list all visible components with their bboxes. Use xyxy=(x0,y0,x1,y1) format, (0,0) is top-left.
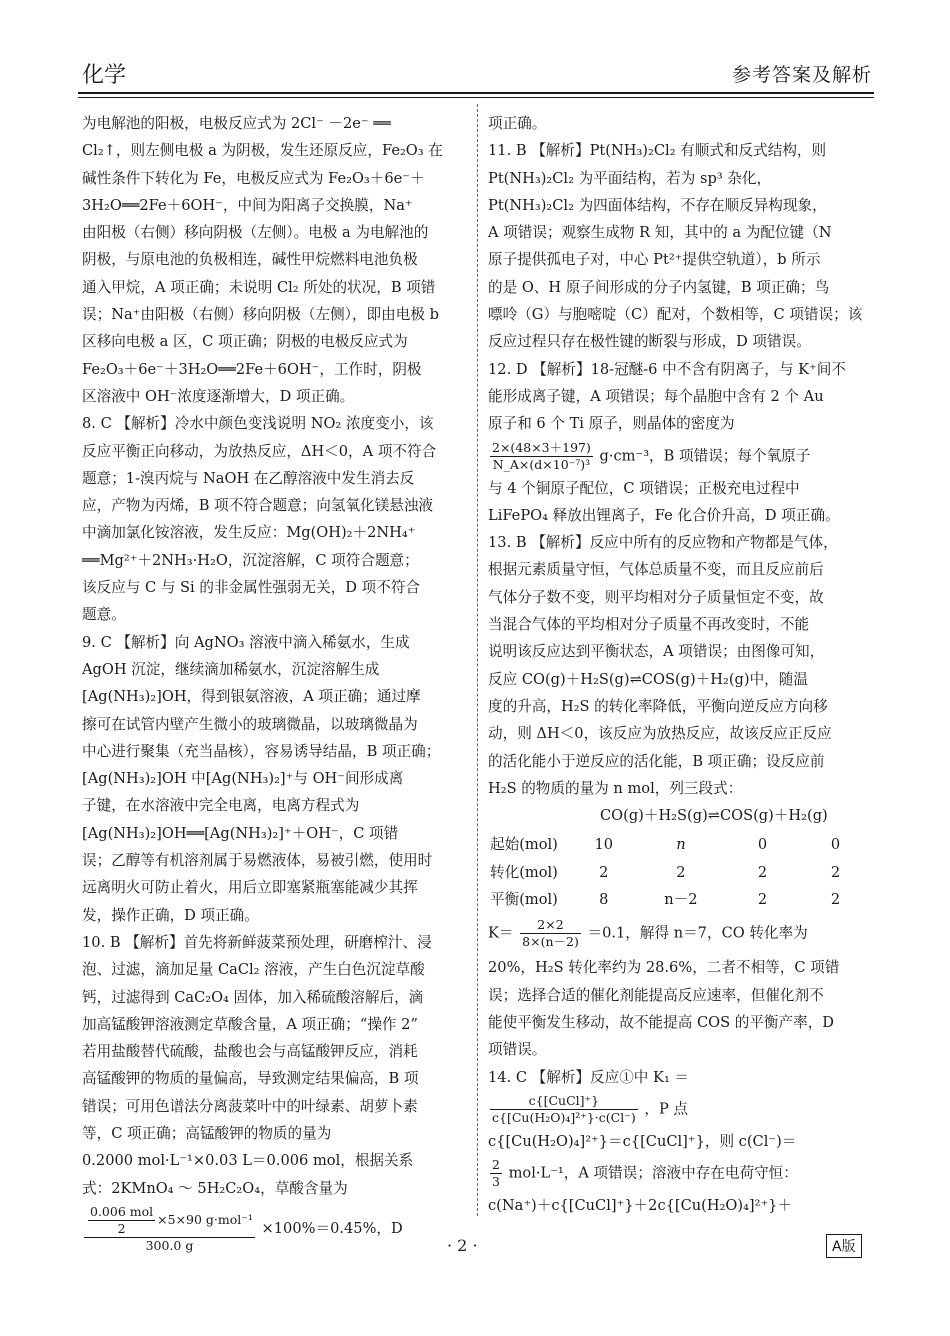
table-row xyxy=(488,886,872,913)
text-line: c{[Cu(H₂O)₄]²⁺}＝c{[CuCl]⁺}，则 c(Cl⁻)＝ xyxy=(488,1132,797,1150)
text-line: H₂S 的物质的量为 n mol，列三段式： xyxy=(488,779,743,797)
text-line: LiFePO₄ 释放出锂离子，Fe 化合价升高，D 项正确。 xyxy=(488,506,840,524)
text-line: 题意；1-溴丙烷与 NaOH 在乙醇溶液中发生消去反 xyxy=(82,469,415,487)
row-label: 平衡(mol) xyxy=(490,891,558,909)
text-line: 误；乙醇等有机溶剂属于易燃液体，易被引燃，使用时 xyxy=(82,852,433,870)
table-row xyxy=(488,831,872,858)
text-line: 误；Na⁺由阳极（右侧）移向阴极（左侧），即由电极 b xyxy=(82,306,439,324)
table-cell: 2 xyxy=(830,891,841,909)
k-formula: K＝ $\frac{2\times 2}{8\times(n-2)}$ ＝0.1，解得 n＝7，CO 转化率为 xyxy=(488,917,808,950)
q11-answer xyxy=(488,137,872,355)
text-line: A 项错误；观察生成物 R 知，其中的 a 为配位键（N xyxy=(488,224,832,242)
text-line: 能使平衡发生移动，故不能提高 COS 的平衡产率，D xyxy=(488,1013,834,1031)
q13-answer xyxy=(488,529,872,1063)
text-line: 9. C 【解析】向 AgNO₃ 溶液中滴入稀氨水，生成 xyxy=(82,633,410,651)
table-cell: 2 xyxy=(599,863,609,881)
q10-formula xyxy=(82,1204,466,1254)
text-line: c(Na⁺)＋c{[CuCl]⁺}＋2c{[Cu(H₂O)₄]²⁺}＋ xyxy=(488,1197,793,1215)
text-line: 当混合气体的平均相对分子质量不再改变时，不能 xyxy=(488,616,810,634)
text-line: 远离明火可防止着火，用后立即塞紧瓶塞能减少其挥 xyxy=(82,879,418,897)
text-line: 动，则 ΔH＜0，该反应为放热反应，故该反应正反应 xyxy=(488,725,832,743)
text-line: 反应平衡正向移动，为放热反应，ΔH＜0，A 项不符合 xyxy=(82,442,437,460)
text-line: 12. D 【解析】18-冠醚-6 中不含有阴离子，与 K⁺间不 xyxy=(488,360,846,378)
text-line: 由阳极（右侧）移向阴极（左侧）。电极 a 为电解池的 xyxy=(82,224,429,242)
table-cell: 0 xyxy=(830,836,841,854)
text-line: 为电解池的阳极，电极反应式为 2Cl⁻ －2e⁻ ══ xyxy=(82,115,391,132)
q12-formula: $\frac{2\times(48\times 3+197)}{\text{N\_A×(d×10⁻⁷)³}}$ g·cm⁻³，B 项错误；每个氧原子 xyxy=(492,439,811,472)
text-line: 碱性条件下转化为 Fe，电极反应式为 Fe₂O₃＋6e⁻＋ xyxy=(82,169,425,187)
text-line: 钙，过滤得到 CaC₂O₄ 固体，加入稀硫酸溶解后，滴 xyxy=(82,988,424,1006)
table-cell: 10 xyxy=(594,836,614,854)
three-stage-table xyxy=(488,831,872,913)
fraction: $\frac{\text{0.006 mol}}{2}$ ×5×90 g·mol⁻¹ 300.0 g xyxy=(84,1204,255,1254)
text-line: 区溶液中 OH⁻浓度逐渐增大，D 项正确。 xyxy=(82,387,355,405)
text-line: 度的升高，H₂S 的转化率降低，平衡向逆反应方向移 xyxy=(488,697,828,715)
text-line: Fe₂O₃＋6e⁻＋3H₂O══2Fe＋6OH⁻，工作时，阴极 xyxy=(82,360,422,378)
text-line: [Ag(NH₃)₂]OH 中[Ag(NH₃)₂]⁺与 OH⁻间形成离 xyxy=(82,770,404,788)
text-line: AgOH 沉淀，继续滴加稀氨水，沉淀溶解生成 xyxy=(82,660,380,678)
text-line: 与 4 个铜原子配位，C 项错误；正极充电过程中 xyxy=(488,479,800,497)
table-cell: 2 xyxy=(830,863,841,881)
inner-fraction: $\frac{\text{0.006 mol}}{2}$ xyxy=(90,1203,154,1236)
header-rule-thick xyxy=(78,92,874,94)
q12-answer xyxy=(488,356,872,529)
header-subject: 化学 xyxy=(82,63,127,88)
table-cell: 0 xyxy=(757,836,768,854)
k-fraction: $\frac{2\times 2}{8\times(n-2)}$ xyxy=(522,917,579,950)
text-line: 误；选择合适的催化剂能提高反应速率，但催化剂不 xyxy=(488,986,824,1004)
text-line: 3H₂O══2Fe＋6OH⁻，中间为阳离子交换膜，Na⁺ xyxy=(82,196,413,214)
k1-fraction: $\frac{\text{c\{[CuCl]⁺\}}}{\text{c\{[Cu(H₂O)₄]²⁺\}·c(Cl⁻)}}$ xyxy=(492,1092,636,1125)
text-line: 错误；可用色谱法分离菠菜叶中的叶绿素、胡萝卜素 xyxy=(82,1097,418,1115)
table-cell: 8 xyxy=(599,891,609,909)
table-cell: n xyxy=(676,836,686,854)
text-line: 0.2000 mol·L⁻¹×0.03 L＝0.006 mol，根据关系 xyxy=(82,1152,414,1170)
reaction-equation: CO(g)＋H₂S(g)⇌COS(g)＋H₂(g) xyxy=(600,807,828,825)
page-number: · 2 · xyxy=(447,1236,478,1255)
q14-formula: $\frac{\text{c\{[CuCl]⁺\}}}{\text{c\{[Cu(H₂O)₄]²⁺\}·c(Cl⁻)}}$ ，P 点 xyxy=(492,1092,688,1125)
text-line: Pt(NH₃)₂Cl₂ 为平面结构，若为 sp³ 杂化， xyxy=(488,169,772,187)
text-line: 气体分子数不变，则平均相对分子质量恒定不变，故 xyxy=(488,588,824,606)
table-cell: 2 xyxy=(757,891,768,909)
row-label: 转化(mol) xyxy=(490,863,558,881)
text-line: 10. B 【解析】首先将新鲜菠菜预处理，研磨榨汁、浸 xyxy=(82,933,432,951)
header-section: 参考答案及解析 xyxy=(731,64,872,86)
text-line: 区移向电极 a 区，C 项正确；阴极的电极反应式为 xyxy=(82,333,408,351)
table-row xyxy=(488,859,872,886)
row-label: 起始(mol) xyxy=(490,836,558,854)
text-line: 20%，H₂S 转化率约为 28.6%，二者不相等，C 项错 xyxy=(488,959,840,977)
text-line: 应，产物为丙烯，B 项不符合题意；向氢氧化镁悬浊液 xyxy=(82,497,434,515)
density-fraction: $\frac{2\times(48\times 3+197)}{\text{N\_A×(d×10⁻⁷)³}}$ xyxy=(492,439,591,472)
q7-continuation xyxy=(82,110,466,410)
q10-answer xyxy=(82,929,466,1254)
table-cell: 2 xyxy=(757,863,768,881)
q14-formula-2: $\frac{2}{3}$ mol·L⁻¹，A 项错误；溶液中存在电荷守恒： xyxy=(492,1157,798,1190)
table-cell: n－2 xyxy=(664,891,698,909)
text-line: 嘌呤（G）与胞嘧啶（C）配对，个数相等，C 项错误；该 xyxy=(488,306,863,324)
text-line: [Ag(NH₃)₂]OH══[Ag(NH₃)₂]⁺＋OH⁻，C 项错 xyxy=(82,824,399,842)
text-line: 14. C 【解析】反应①中 K₁ ＝ xyxy=(488,1068,690,1086)
q9-answer xyxy=(82,629,466,929)
text-line: 13. B 【解析】反应中所有的反应物和产物都是气体， xyxy=(488,534,838,552)
text-line: Cl₂↑，则左侧电极 a 为阴极，发生还原反应，Fe₂O₃ 在 xyxy=(82,142,443,160)
text-line: 通入甲烷，A 项正确；未说明 Cl₂ 所处的状况，B 项错 xyxy=(82,278,436,296)
q14-answer xyxy=(488,1064,872,1220)
column-divider xyxy=(477,104,478,1216)
left-column xyxy=(82,110,466,1254)
header-rule-thin xyxy=(78,97,874,98)
text-line: 等，C 项正确；高锰酸钾的物质的量为 xyxy=(82,1124,332,1142)
text-line: 原子提供孤电子对，中心 Pt²⁺提供空轨道），b 所示 xyxy=(488,251,821,269)
text-line: 高锰酸钾的物质的量偏高，导致测定结果偏高，B 项 xyxy=(82,1070,419,1088)
table-cell: 2 xyxy=(676,863,686,881)
text-line: 11. B 【解析】Pt(NH₃)₂Cl₂ 有顺式和反式结构，则 xyxy=(488,142,827,160)
text-line: 说明该反应达到平衡状态，A 项错误；由图像可知， xyxy=(488,643,825,661)
text-line: 根据元素质量守恒，气体总质量不变，而且反应前后 xyxy=(488,561,824,579)
formula-tail: ×100%＝0.45%，D xyxy=(261,1219,403,1237)
text-line: [Ag(NH₃)₂]OH，得到银氨溶液，A 项正确；通过摩 xyxy=(82,688,421,706)
q8-answer xyxy=(82,410,466,628)
text-line: 反应 CO(g)＋H₂S(g)⇌COS(g)＋H₂(g)中，随温 xyxy=(488,670,808,688)
text-line: 反应过程只存在极性键的断裂与形成，D 项错误。 xyxy=(488,333,811,351)
text-line: 中心进行聚集（充当晶核），容易诱导结晶，B 项正确； xyxy=(82,742,441,760)
version-badge: A版 xyxy=(826,1234,862,1258)
text-line: 项错误。 xyxy=(488,1041,547,1059)
text-line: 中滴加氯化铵溶液，发生反应：Mg(OH)₂＋2NH₄⁺ xyxy=(82,524,416,542)
text-line: 的活化能小于逆反应的活化能，B 项正确；设反应前 xyxy=(488,752,825,770)
text-line: ══Mg²⁺＋2NH₃·H₂O，沉淀溶解，C 项符合题意； xyxy=(82,551,419,569)
text-line: 子键，在水溶液中完全电离，电离方程式为 xyxy=(82,797,360,815)
text-line: 阴极，与原电池的负极相连，碱性甲烷燃料电池负极 xyxy=(82,251,418,269)
text-line: 原子和 6 个 Ti 原子，则晶体的密度为 xyxy=(488,415,735,433)
text-line: 项正确。 xyxy=(488,115,547,132)
text-line: Pt(NH₃)₂Cl₂ 为四面体结构，不存在顺反异构现象， xyxy=(488,196,827,214)
text-line: 发，操作正确，D 项正确。 xyxy=(82,906,259,924)
text-line: 式：2KMnO₄ ～ 5H₂C₂O₄，草酸含量为 xyxy=(82,1179,348,1197)
text-line: 该反应与 C 与 Si 的非金属性强弱无关，D 项不符合 xyxy=(82,579,421,597)
text-line: 擦可在试管内壁产生微小的玻璃微晶，以玻璃微晶为 xyxy=(82,715,418,733)
text-line: 加高锰酸钾溶液测定草酸含量，A 项正确；“操作 2” xyxy=(82,1015,418,1033)
text-line: 8. C 【解析】冷水中颜色变浅说明 NO₂ 浓度变小，该 xyxy=(82,415,434,433)
text-line: 的是 O、H 原子间形成的分子内氢键，B 项正确；鸟 xyxy=(488,278,830,296)
two-thirds-fraction: $\frac{2}{3}$ xyxy=(492,1157,500,1190)
text-line: 泡、过滤，滴加足量 CaCl₂ 溶液，产生白色沉淀草酸 xyxy=(82,961,425,979)
text-line: 若用盐酸替代硫酸，盐酸也会与高锰酸钾反应，消耗 xyxy=(82,1043,418,1061)
text-line: 题意。 xyxy=(82,606,126,624)
text-line: 能形成离子键，A 项错误；每个晶胞中含有 2 个 Au xyxy=(488,387,824,405)
right-column xyxy=(488,110,872,1219)
